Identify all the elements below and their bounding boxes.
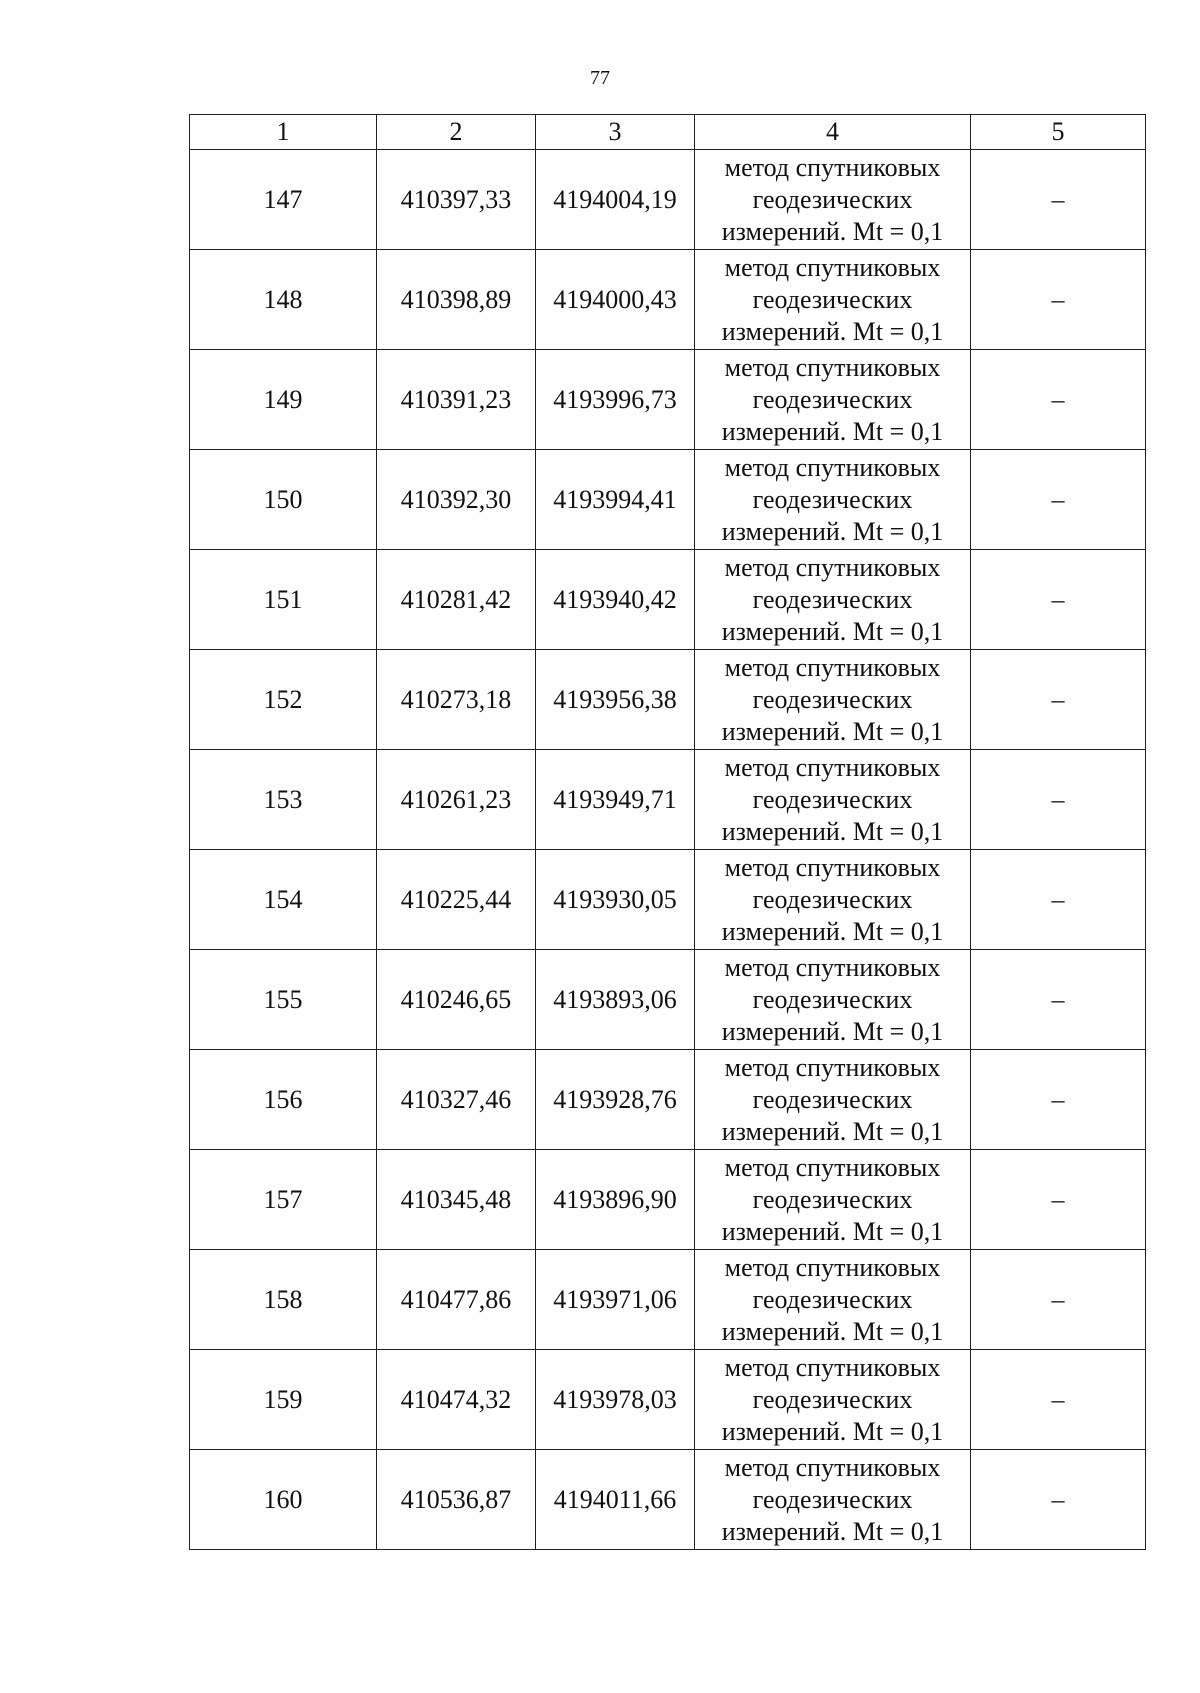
note-cell xyxy=(971,1050,1146,1150)
method-cell xyxy=(695,950,971,1050)
method-line: геодезических xyxy=(752,684,913,714)
note-dash: – xyxy=(1051,1084,1065,1114)
x-coordinate-cell: 410327,46 xyxy=(377,1050,536,1150)
table-row xyxy=(190,650,1146,750)
note-dash: – xyxy=(1051,584,1065,614)
note-cell xyxy=(971,250,1146,350)
point-number-cell: 159 xyxy=(190,1350,377,1450)
header-row xyxy=(190,115,1146,150)
x-coordinate-cell: 410474,32 xyxy=(377,1350,536,1450)
point-number-cell: 155 xyxy=(190,950,377,1050)
method-line: геодезических xyxy=(752,884,913,914)
method-line: измерений. Mt = 0,1 xyxy=(721,616,944,646)
note-cell xyxy=(971,550,1146,650)
method-line: метод спутниковых xyxy=(724,852,941,882)
method-line: метод спутниковых xyxy=(724,1152,941,1182)
method-line: геодезических xyxy=(752,1284,913,1314)
note-dash: – xyxy=(1051,884,1065,914)
y-coordinate-cell: 4193940,42 xyxy=(536,550,695,650)
header-col-5: 5 xyxy=(971,115,1146,150)
note-cell xyxy=(971,750,1146,850)
point-number-cell: 151 xyxy=(190,550,377,650)
y-coordinate-cell: 4193994,41 xyxy=(536,450,695,550)
method-line: измерений. Mt = 0,1 xyxy=(721,416,944,446)
table-row xyxy=(190,550,1146,650)
note-cell xyxy=(971,350,1146,450)
table-row xyxy=(190,850,1146,950)
note-cell xyxy=(971,1350,1146,1450)
method-cell xyxy=(695,1450,971,1550)
header-col-4: 4 xyxy=(695,115,971,150)
method-line: геодезических xyxy=(752,1084,913,1114)
method-cell xyxy=(695,350,971,450)
method-cell xyxy=(695,250,971,350)
note-cell xyxy=(971,950,1146,1050)
x-coordinate-cell: 410225,44 xyxy=(377,850,536,950)
method-line: метод спутниковых xyxy=(724,1452,941,1482)
y-coordinate-cell: 4193893,06 xyxy=(536,950,695,1050)
y-coordinate-cell: 4194000,43 xyxy=(536,250,695,350)
table-row xyxy=(190,450,1146,550)
note-dash: – xyxy=(1051,984,1065,1014)
method-line: метод спутниковых xyxy=(724,552,941,582)
method-line: метод спутниковых xyxy=(724,352,941,382)
point-number-cell: 156 xyxy=(190,1050,377,1150)
method-line: геодезических xyxy=(752,1184,913,1214)
method-cell xyxy=(695,750,971,850)
header-col-3: 3 xyxy=(536,115,695,150)
method-line: метод спутниковых xyxy=(724,1252,941,1282)
note-dash: – xyxy=(1051,484,1065,514)
method-line: измерений. Mt = 0,1 xyxy=(721,216,944,246)
method-line: метод спутниковых xyxy=(724,1052,941,1082)
note-dash: – xyxy=(1051,1384,1065,1414)
note-cell xyxy=(971,650,1146,750)
method-line: измерений. Mt = 0,1 xyxy=(721,1116,944,1146)
table-row xyxy=(190,1050,1146,1150)
y-coordinate-cell: 4194011,66 xyxy=(536,1450,695,1550)
note-cell xyxy=(971,450,1146,550)
point-number-cell: 153 xyxy=(190,750,377,850)
method-line: геодезических xyxy=(752,784,913,814)
method-line: геодезических xyxy=(752,1384,913,1414)
x-coordinate-cell: 410477,86 xyxy=(377,1250,536,1350)
table-row xyxy=(190,950,1146,1050)
page-number: 77 xyxy=(590,67,610,89)
y-coordinate-cell: 4193971,06 xyxy=(536,1250,695,1350)
note-cell xyxy=(971,850,1146,950)
note-dash: – xyxy=(1051,1484,1065,1514)
x-coordinate-cell: 410392,30 xyxy=(377,450,536,550)
note-cell xyxy=(971,1150,1146,1250)
table-body xyxy=(190,150,1146,1550)
table-row xyxy=(190,1350,1146,1450)
method-line: геодезических xyxy=(752,284,913,314)
method-cell xyxy=(695,1050,971,1150)
point-number-cell: 160 xyxy=(190,1450,377,1550)
coordinates-table-container xyxy=(189,114,1145,1550)
method-line: геодезических xyxy=(752,484,913,514)
method-cell xyxy=(695,1350,971,1450)
method-cell xyxy=(695,650,971,750)
y-coordinate-cell: 4193930,05 xyxy=(536,850,695,950)
method-line: геодезических xyxy=(752,984,913,1014)
point-number-cell: 148 xyxy=(190,250,377,350)
y-coordinate-cell: 4193949,71 xyxy=(536,750,695,850)
method-line: метод спутниковых xyxy=(724,452,941,482)
x-coordinate-cell: 410345,48 xyxy=(377,1150,536,1250)
header-col-2: 2 xyxy=(377,115,536,150)
method-line: геодезических xyxy=(752,384,913,414)
note-dash: – xyxy=(1051,1284,1065,1314)
table-row xyxy=(190,1250,1146,1350)
note-dash: – xyxy=(1051,1184,1065,1214)
method-line: метод спутниковых xyxy=(724,1352,941,1382)
method-cell xyxy=(695,1250,971,1350)
method-line: измерений. Mt = 0,1 xyxy=(721,316,944,346)
y-coordinate-cell: 4193978,03 xyxy=(536,1350,695,1450)
method-cell xyxy=(695,150,971,250)
method-line: геодезических xyxy=(752,584,913,614)
point-number-cell: 149 xyxy=(190,350,377,450)
table-row xyxy=(190,150,1146,250)
method-line: измерений. Mt = 0,1 xyxy=(721,716,944,746)
point-number-cell: 158 xyxy=(190,1250,377,1350)
point-number-cell: 147 xyxy=(190,150,377,250)
note-dash: – xyxy=(1051,284,1065,314)
method-cell xyxy=(695,1150,971,1250)
point-number-cell: 152 xyxy=(190,650,377,750)
point-number-cell: 150 xyxy=(190,450,377,550)
header-col-1: 1 xyxy=(190,115,377,150)
method-line: геодезических xyxy=(752,1484,913,1514)
method-line: измерений. Mt = 0,1 xyxy=(721,816,944,846)
y-coordinate-cell: 4193896,90 xyxy=(536,1150,695,1250)
x-coordinate-cell: 410398,89 xyxy=(377,250,536,350)
note-dash: – xyxy=(1051,684,1065,714)
method-line: измерений. Mt = 0,1 xyxy=(721,916,944,946)
note-cell xyxy=(971,1250,1146,1350)
x-coordinate-cell: 410246,65 xyxy=(377,950,536,1050)
table-row xyxy=(190,1450,1146,1550)
table-header xyxy=(190,115,1146,150)
y-coordinate-cell: 4193956,38 xyxy=(536,650,695,750)
method-line: метод спутниковых xyxy=(724,152,941,182)
note-dash: – xyxy=(1051,784,1065,814)
x-coordinate-cell: 410536,87 xyxy=(377,1450,536,1550)
table-row xyxy=(190,1150,1146,1250)
method-line: метод спутниковых xyxy=(724,952,941,982)
x-coordinate-cell: 410391,23 xyxy=(377,350,536,450)
coordinates-table xyxy=(189,114,1146,1550)
note-cell xyxy=(971,1450,1146,1550)
method-line: геодезических xyxy=(752,184,913,214)
method-line: метод спутниковых xyxy=(724,652,941,682)
point-number-cell: 154 xyxy=(190,850,377,950)
method-line: измерений. Mt = 0,1 xyxy=(721,516,944,546)
y-coordinate-cell: 4193928,76 xyxy=(536,1050,695,1150)
x-coordinate-cell: 410281,42 xyxy=(377,550,536,650)
method-line: метод спутниковых xyxy=(724,252,941,282)
method-line: измерений. Mt = 0,1 xyxy=(721,1516,944,1546)
method-line: измерений. Mt = 0,1 xyxy=(721,1016,944,1046)
x-coordinate-cell: 410273,18 xyxy=(377,650,536,750)
method-line: метод спутниковых xyxy=(724,752,941,782)
method-line: измерений. Mt = 0,1 xyxy=(721,1316,944,1346)
note-dash: – xyxy=(1051,184,1065,214)
table-row xyxy=(190,350,1146,450)
method-cell xyxy=(695,850,971,950)
note-dash: – xyxy=(1051,384,1065,414)
x-coordinate-cell: 410261,23 xyxy=(377,750,536,850)
point-number-cell: 157 xyxy=(190,1150,377,1250)
method-cell xyxy=(695,450,971,550)
table-row xyxy=(190,750,1146,850)
method-line: измерений. Mt = 0,1 xyxy=(721,1416,944,1446)
table-row xyxy=(190,250,1146,350)
method-line: измерений. Mt = 0,1 xyxy=(721,1216,944,1246)
method-cell xyxy=(695,550,971,650)
note-cell xyxy=(971,150,1146,250)
x-coordinate-cell: 410397,33 xyxy=(377,150,536,250)
y-coordinate-cell: 4193996,73 xyxy=(536,350,695,450)
y-coordinate-cell: 4194004,19 xyxy=(536,150,695,250)
